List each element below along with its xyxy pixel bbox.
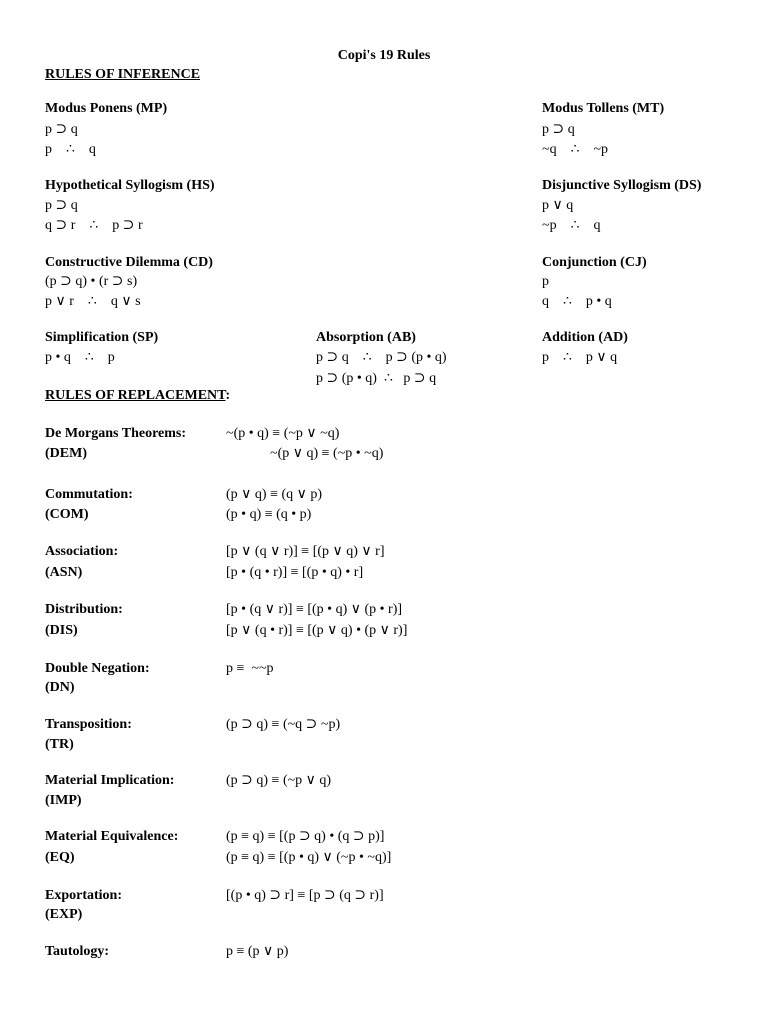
replacement-heading-wrap (45, 386, 230, 406)
rule-name-cj: Conjunction (CJ) (542, 255, 647, 270)
rule-abbr-com: (COM) (45, 507, 89, 522)
rule-line-ab-1: p ⊃ q ∴ p ⊃ (p • q) (316, 350, 447, 365)
rule-name-sp: Simplification (SP) (45, 330, 159, 345)
formula-asn-2: [p • (q • r)] ≡ [(p • q) • r] (226, 565, 364, 580)
rule-name-imp: Material Implication: (45, 773, 175, 788)
formula-eq-2: (p ≡ q) ≡ [(p • q) ∨ (~p • ~q)] (226, 850, 392, 865)
rule-line-ad-1: p ∴ p ∨ q (542, 350, 618, 365)
rule-line-cd-1: (p ⊃ q) • (r ⊃ s) (45, 274, 138, 289)
rule-line-mp-1: p ⊃ q (45, 122, 78, 137)
rule-line-mt-1: p ⊃ q (542, 122, 575, 137)
rule-name-tr: Transposition: (45, 717, 132, 732)
rule-line-ds-1: p ∨ q (542, 198, 574, 213)
formula-dem-2: ~(p ∨ q) ≡ (~p • ~q) (270, 446, 384, 461)
rule-abbr-dem: (DEM) (45, 446, 87, 461)
rule-name-com: Commutation: (45, 487, 133, 502)
formula-asn-1: [p ∨ (q ∨ r)] ≡ [(p ∨ q) ∨ r] (226, 544, 385, 559)
formula-dis-2: [p ∨ (q • r)] ≡ [(p ∨ q) • (p ∨ r)] (226, 623, 408, 638)
rule-line-hs-1: p ⊃ q (45, 198, 78, 213)
rule-abbr-tr: (TR) (45, 737, 74, 752)
rule-line-mp-2: p ∴ q (45, 142, 96, 157)
formula-com-1: (p ∨ q) ≡ (q ∨ p) (226, 487, 323, 502)
rule-name-asn: Association: (45, 544, 119, 559)
formula-imp-1: (p ⊃ q) ≡ (~p ∨ q) (226, 773, 332, 788)
formula-com-2: (p • q) ≡ (q • p) (226, 507, 312, 522)
document-title: Copi's 19 Rules (337, 48, 431, 63)
formula-taut-1: p ≡ (p ∨ p) (226, 944, 289, 959)
rule-name-ab: Absorption (AB) (316, 330, 416, 345)
rule-name-dis: Distribution: (45, 602, 123, 617)
rule-line-cj-2: q ∴ p • q (542, 294, 612, 309)
rule-name-hs: Hypothetical Syllogism (HS) (45, 178, 215, 193)
rule-line-sp-1: p • q ∴ p (45, 350, 115, 365)
rule-line-cd-2: p ∨ r ∴ q ∨ s (45, 294, 141, 309)
rule-abbr-eq: (EQ) (45, 850, 75, 865)
replacement-heading-colon: : (225, 388, 231, 403)
rule-line-ds-2: ~p ∴ q (542, 218, 601, 233)
rule-line-mt-2: ~q ∴ ~p (542, 142, 609, 157)
rule-name-exp: Exportation: (45, 888, 122, 903)
formula-dem-1: ~(p • q) ≡ (~p ∨ ~q) (226, 426, 340, 441)
rule-name-dn: Double Negation: (45, 661, 150, 676)
formula-eq-1: (p ≡ q) ≡ [(p ⊃ q) • (q ⊃ p)] (226, 829, 385, 844)
rule-line-ab-2: p ⊃ (p • q) ∴ p ⊃ q (316, 371, 437, 386)
formula-dn-1: p ≡ ~~p (226, 661, 274, 676)
rule-name-ad: Addition (AD) (542, 330, 628, 345)
rule-name-mt: Modus Tollens (MT) (542, 101, 665, 116)
rule-abbr-dis: (DIS) (45, 623, 78, 638)
rule-abbr-dn: (DN) (45, 680, 75, 695)
rule-line-cj-1: p (542, 274, 549, 289)
rule-name-eq: Material Equivalence: (45, 829, 179, 844)
inference-heading: RULES OF INFERENCE (45, 67, 201, 82)
rule-line-hs-2: q ⊃ r ∴ p ⊃ r (45, 218, 143, 233)
formula-dis-1: [p • (q ∨ r)] ≡ [(p • q) ∨ (p • r)] (226, 602, 403, 617)
rule-name-cd: Constructive Dilemma (CD) (45, 255, 213, 270)
replacement-heading: RULES OF REPLACEMENT (45, 388, 226, 403)
formula-exp-1: [(p • q) ⊃ r] ≡ [p ⊃ (q ⊃ r)] (226, 888, 384, 903)
rule-name-mp: Modus Ponens (MP) (45, 101, 168, 116)
rule-abbr-imp: (IMP) (45, 793, 82, 808)
rule-name-ds: Disjunctive Syllogism (DS) (542, 178, 702, 193)
rule-abbr-asn: (ASN) (45, 565, 83, 580)
rule-name-taut: Tautology: (45, 944, 110, 959)
rule-name-dem: De Morgans Theorems: (45, 426, 187, 441)
rule-abbr-exp: (EXP) (45, 907, 83, 922)
formula-tr-1: (p ⊃ q) ≡ (~q ⊃ ~p) (226, 717, 341, 732)
